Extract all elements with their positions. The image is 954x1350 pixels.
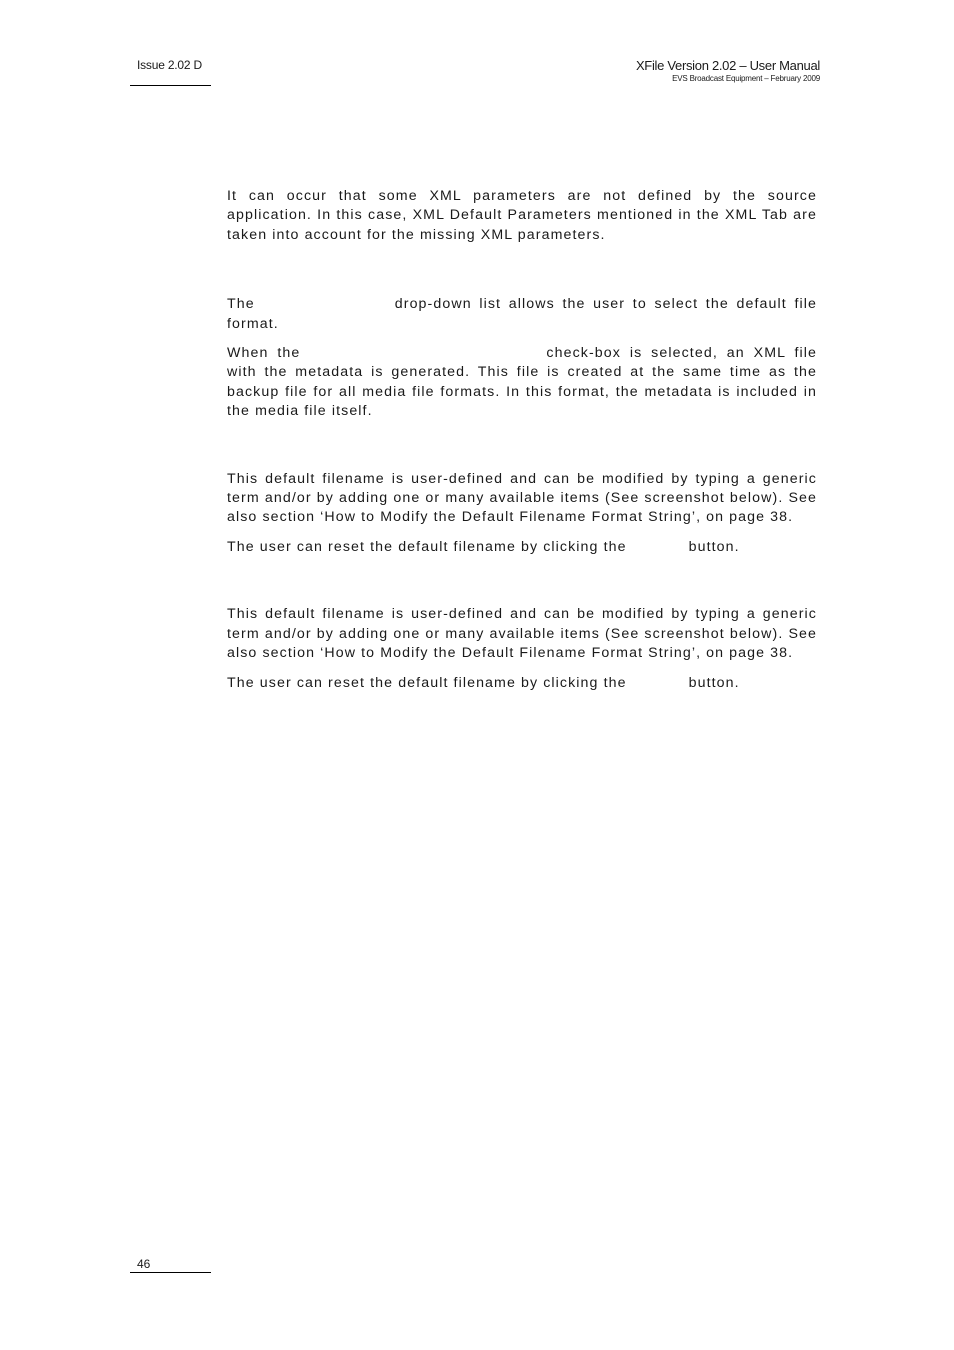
paragraph-filename-2 xyxy=(227,605,817,663)
paragraph-text: drop-down list allows the user to select the default file format. xyxy=(227,296,817,332)
page-header xyxy=(636,58,820,83)
manual-title: XFile Version 2.02 – User Manual xyxy=(635,58,820,73)
issue-label: Issue 2.02 D xyxy=(137,58,202,72)
paragraph-text: This default filename is user-defined and can be modified by typing a generic term and/or by adding one or many available items (See screenshot below). See also section ‘How to Modify the Default Filename Format String’, on page 38. xyxy=(227,606,817,662)
paragraph-filename-1 xyxy=(227,470,817,528)
paragraph-text: The user can reset the default filename by clicking the xyxy=(227,674,627,691)
paragraph-text: check-box is selected, an XML file with the metadata is generated. This file is created at the same time as the backup file for all media file formats. In this format, the metadata is included in the media file itself. xyxy=(227,345,817,420)
paragraph-text: It can occur that some XML parameters are not defined by the source application. In this case, XML Default Parameters mentioned in the XML Tab are taken into account for the missing XML parameters. xyxy=(227,188,817,243)
page-number: 46 xyxy=(137,1257,151,1271)
paragraph-text: This default filename is user-defined and can be modified by typing a generic term and/or by adding one or many available items (See screenshot below). See also section ‘How to Modify the Default Filename Format String’, on page 38. xyxy=(227,470,817,526)
paragraph-xml-checkbox xyxy=(227,344,817,422)
paragraph-text: button. xyxy=(688,538,740,555)
footer-rule xyxy=(130,1272,211,1273)
manual-subtitle: EVS Broadcast Equipment – February 2009 xyxy=(672,74,820,83)
header-rule xyxy=(130,85,211,86)
paragraph-xml-defaults xyxy=(227,187,817,245)
paragraph-text: The xyxy=(227,296,255,313)
paragraph-text: button. xyxy=(688,674,740,691)
paragraph-file-format xyxy=(227,295,817,334)
paragraph-text: When the xyxy=(227,345,301,362)
paragraph-reset-2 xyxy=(227,674,817,693)
paragraph-text: The user can reset the default filename by clicking the xyxy=(227,538,627,555)
paragraph-reset-1 xyxy=(227,538,817,557)
body-content xyxy=(227,187,817,693)
